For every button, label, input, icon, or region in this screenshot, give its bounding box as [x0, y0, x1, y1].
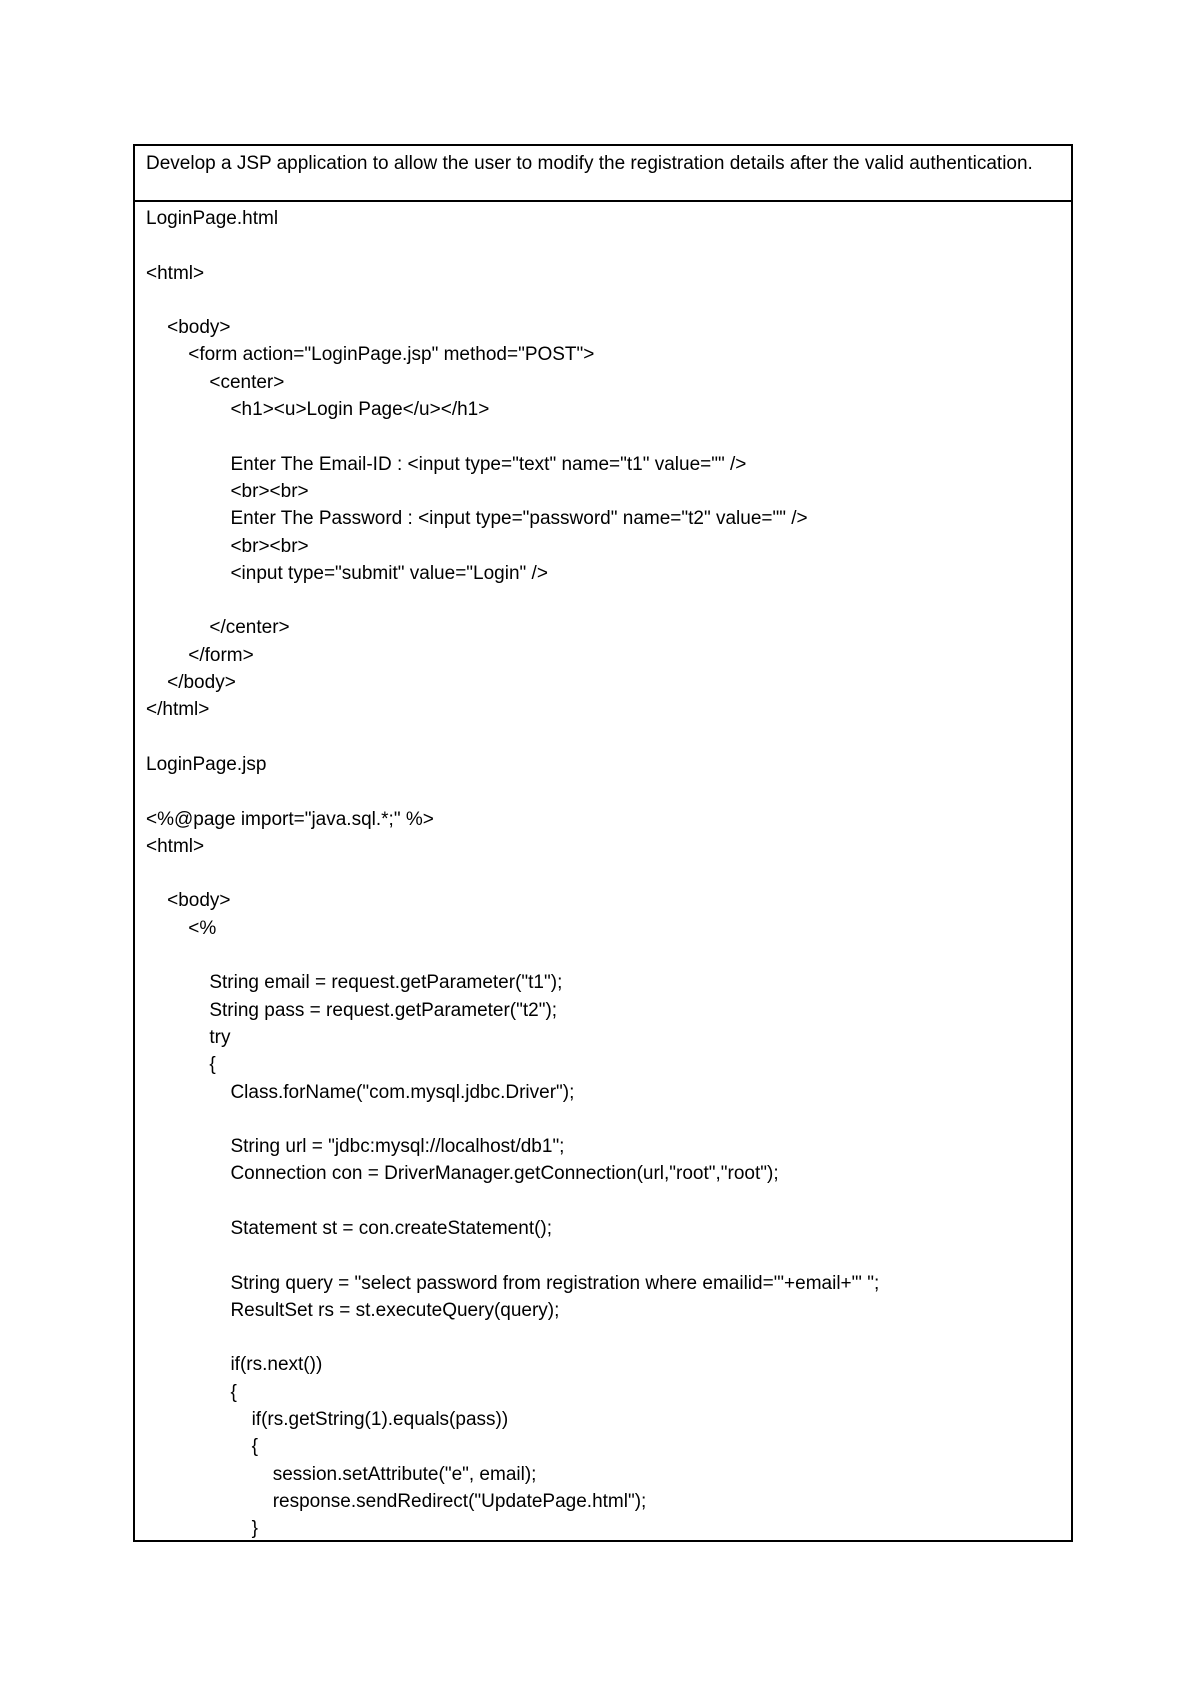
- code-line: response.sendRedirect("UpdatePage.html");: [146, 1490, 647, 1512]
- code-line: <%: [146, 917, 217, 939]
- code-listing: [146, 205, 1061, 1540]
- code-line: <br><br>: [146, 480, 309, 502]
- code-line: </center>: [146, 617, 290, 639]
- code-line: LoginPage.jsp: [146, 753, 267, 775]
- code-line: Connection con = DriverManager.getConnection(url,"root","root");: [146, 1163, 779, 1185]
- code-line: String email = request.getParameter("t1");: [146, 972, 563, 994]
- code-line: </html>: [146, 699, 210, 721]
- code-line: ResultSet rs = st.executeQuery(query);: [146, 1299, 560, 1321]
- code-line: <h1><u>Login Page</u></h1>: [146, 399, 490, 421]
- code-line: {: [146, 1054, 216, 1076]
- code-line: </body>: [146, 672, 236, 694]
- code-line: <html>: [146, 835, 205, 857]
- code-line: <center>: [146, 371, 285, 393]
- code-line: try: [146, 1026, 231, 1048]
- code-line: }: [146, 1518, 258, 1540]
- code-line: String pass = request.getParameter("t2");: [146, 999, 558, 1021]
- code-line: Enter The Password : <input type="password" name="t2" value="" />: [146, 508, 808, 530]
- code-line: <form action="LoginPage.jsp" method="POST">: [146, 344, 595, 366]
- code-line: </form>: [146, 644, 254, 666]
- code-cell: [135, 202, 1071, 1540]
- code-line: {: [146, 1381, 237, 1403]
- code-line: Class.forName("com.mysql.jdbc.Driver");: [146, 1081, 575, 1103]
- code-line: <%@page import="java.sql.*;" %>: [146, 808, 434, 830]
- task-title: Develop a JSP application to allow the user to modify the registration details after the valid authentication.: [135, 146, 1071, 202]
- code-line: String url = "jdbc:mysql://localhost/db1";: [146, 1136, 565, 1158]
- code-line: <body>: [146, 890, 231, 912]
- code-line: {: [146, 1436, 258, 1458]
- code-line: session.setAttribute("e", email);: [146, 1463, 537, 1485]
- code-line: String query = "select password from registration where emailid='"+email+"' ";: [146, 1272, 880, 1294]
- code-line: <br><br>: [146, 535, 309, 557]
- code-line: <body>: [146, 317, 231, 339]
- code-line: if(rs.next()): [146, 1354, 323, 1376]
- code-line: <html>: [146, 262, 205, 284]
- code-line: if(rs.getString(1).equals(pass)): [146, 1409, 509, 1431]
- code-table: [133, 144, 1073, 1542]
- code-line: Enter The Email-ID : <input type="text" name="t1" value="" />: [146, 453, 747, 475]
- code-line: <input type="submit" value="Login" />: [146, 562, 548, 584]
- code-line: Statement st = con.createStatement();: [146, 1217, 553, 1239]
- code-line: LoginPage.html: [146, 208, 279, 229]
